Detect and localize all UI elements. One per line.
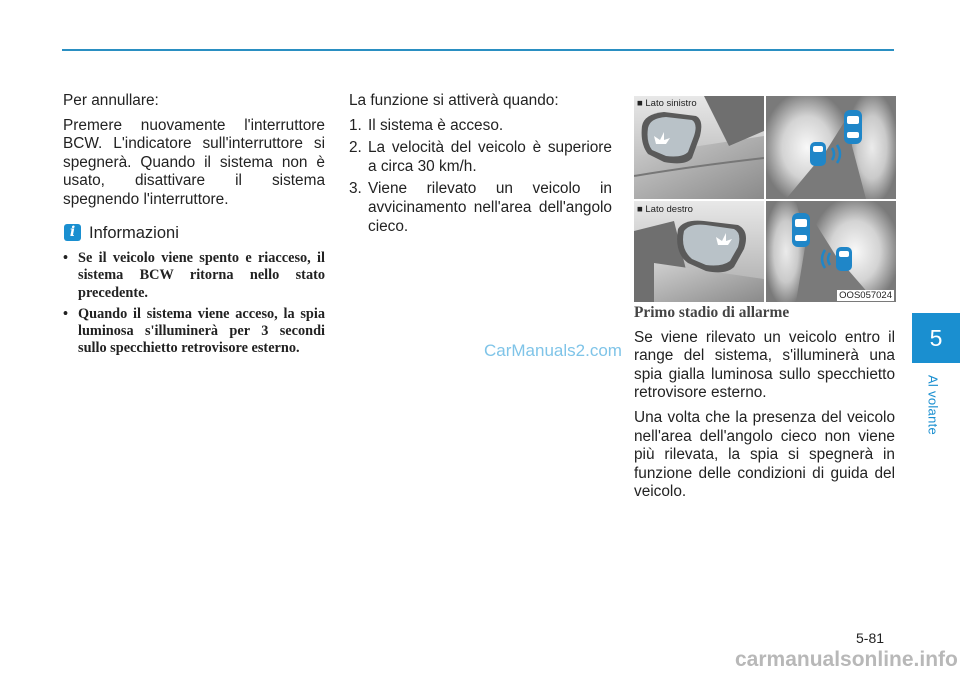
cancel-heading: Per annullare:: [63, 92, 159, 109]
info-item: • Quando il sistema viene acceso, la spia luminosa s'illuminerà per 3 secondi sullo specchietto retrovisore esterno.: [63, 306, 325, 358]
column-left: [63, 92, 325, 361]
column-right: [634, 92, 895, 508]
column-middle: [349, 92, 612, 240]
list-text: La velocità del veicolo è superiore a circa 30 km/h.: [368, 139, 612, 175]
info-title: Informazioni: [89, 223, 179, 242]
list-number: 3.: [349, 180, 362, 198]
activation-list: [349, 117, 612, 237]
watermark-link[interactable]: CarManuals2.com: [484, 341, 622, 360]
chapter-label: [922, 372, 944, 438]
list-item: [349, 139, 612, 176]
list-item: [349, 180, 612, 236]
info-list: [63, 250, 325, 357]
figure-code: OOS057024: [839, 290, 892, 301]
list-item: [349, 117, 612, 136]
footer-watermark: carmanualsonline.info: [735, 648, 958, 671]
info-icon: i: [64, 224, 81, 241]
stage1-text-2: Una volta che la presenza del veicolo nell'area dell'angolo cieco non viene più rilevata, la spia si spegnerà in funzione delle condizioni di guida del veicolo.: [634, 408, 895, 501]
activation-intro: La funzione si attiverà quando:: [349, 92, 559, 109]
info-item: • Se il veicolo viene spento e riacceso, il sistema BCW ritorna nello stato precedente.: [63, 250, 325, 302]
stage1-text: Se viene rilevato un veicolo entro il range del sistema, s'illuminerà una spia gialla luminosa sullo specchietto retrovisore esterno.: [634, 328, 895, 402]
cancel-text: Premere nuovamente l'interruttore BCW. L'indicatore sull'interruttore si spegnerà. Quando il sistema non è usato, disattivare il sistema spegnendo l'interruttore.: [63, 116, 325, 208]
list-number: 1.: [349, 116, 362, 134]
list-text: Viene rilevato un veicolo in avvicinamento nell'area dell'angolo cieco.: [368, 180, 612, 235]
section-title: Primo stadio di allarme: [634, 304, 790, 321]
label-left-side: ■ Lato sinistro: [637, 98, 697, 109]
list-text: Il sistema è acceso.: [368, 116, 504, 134]
info-heading: [63, 224, 325, 243]
chapter-label-text: Al volante: [925, 374, 941, 436]
label-right-side: ■ Lato destro: [637, 204, 693, 215]
top-rule: [62, 49, 894, 51]
chapter-tab[interactable]: 5: [912, 313, 960, 363]
page-number: 5-81: [856, 630, 885, 646]
list-number: 2.: [349, 139, 362, 157]
